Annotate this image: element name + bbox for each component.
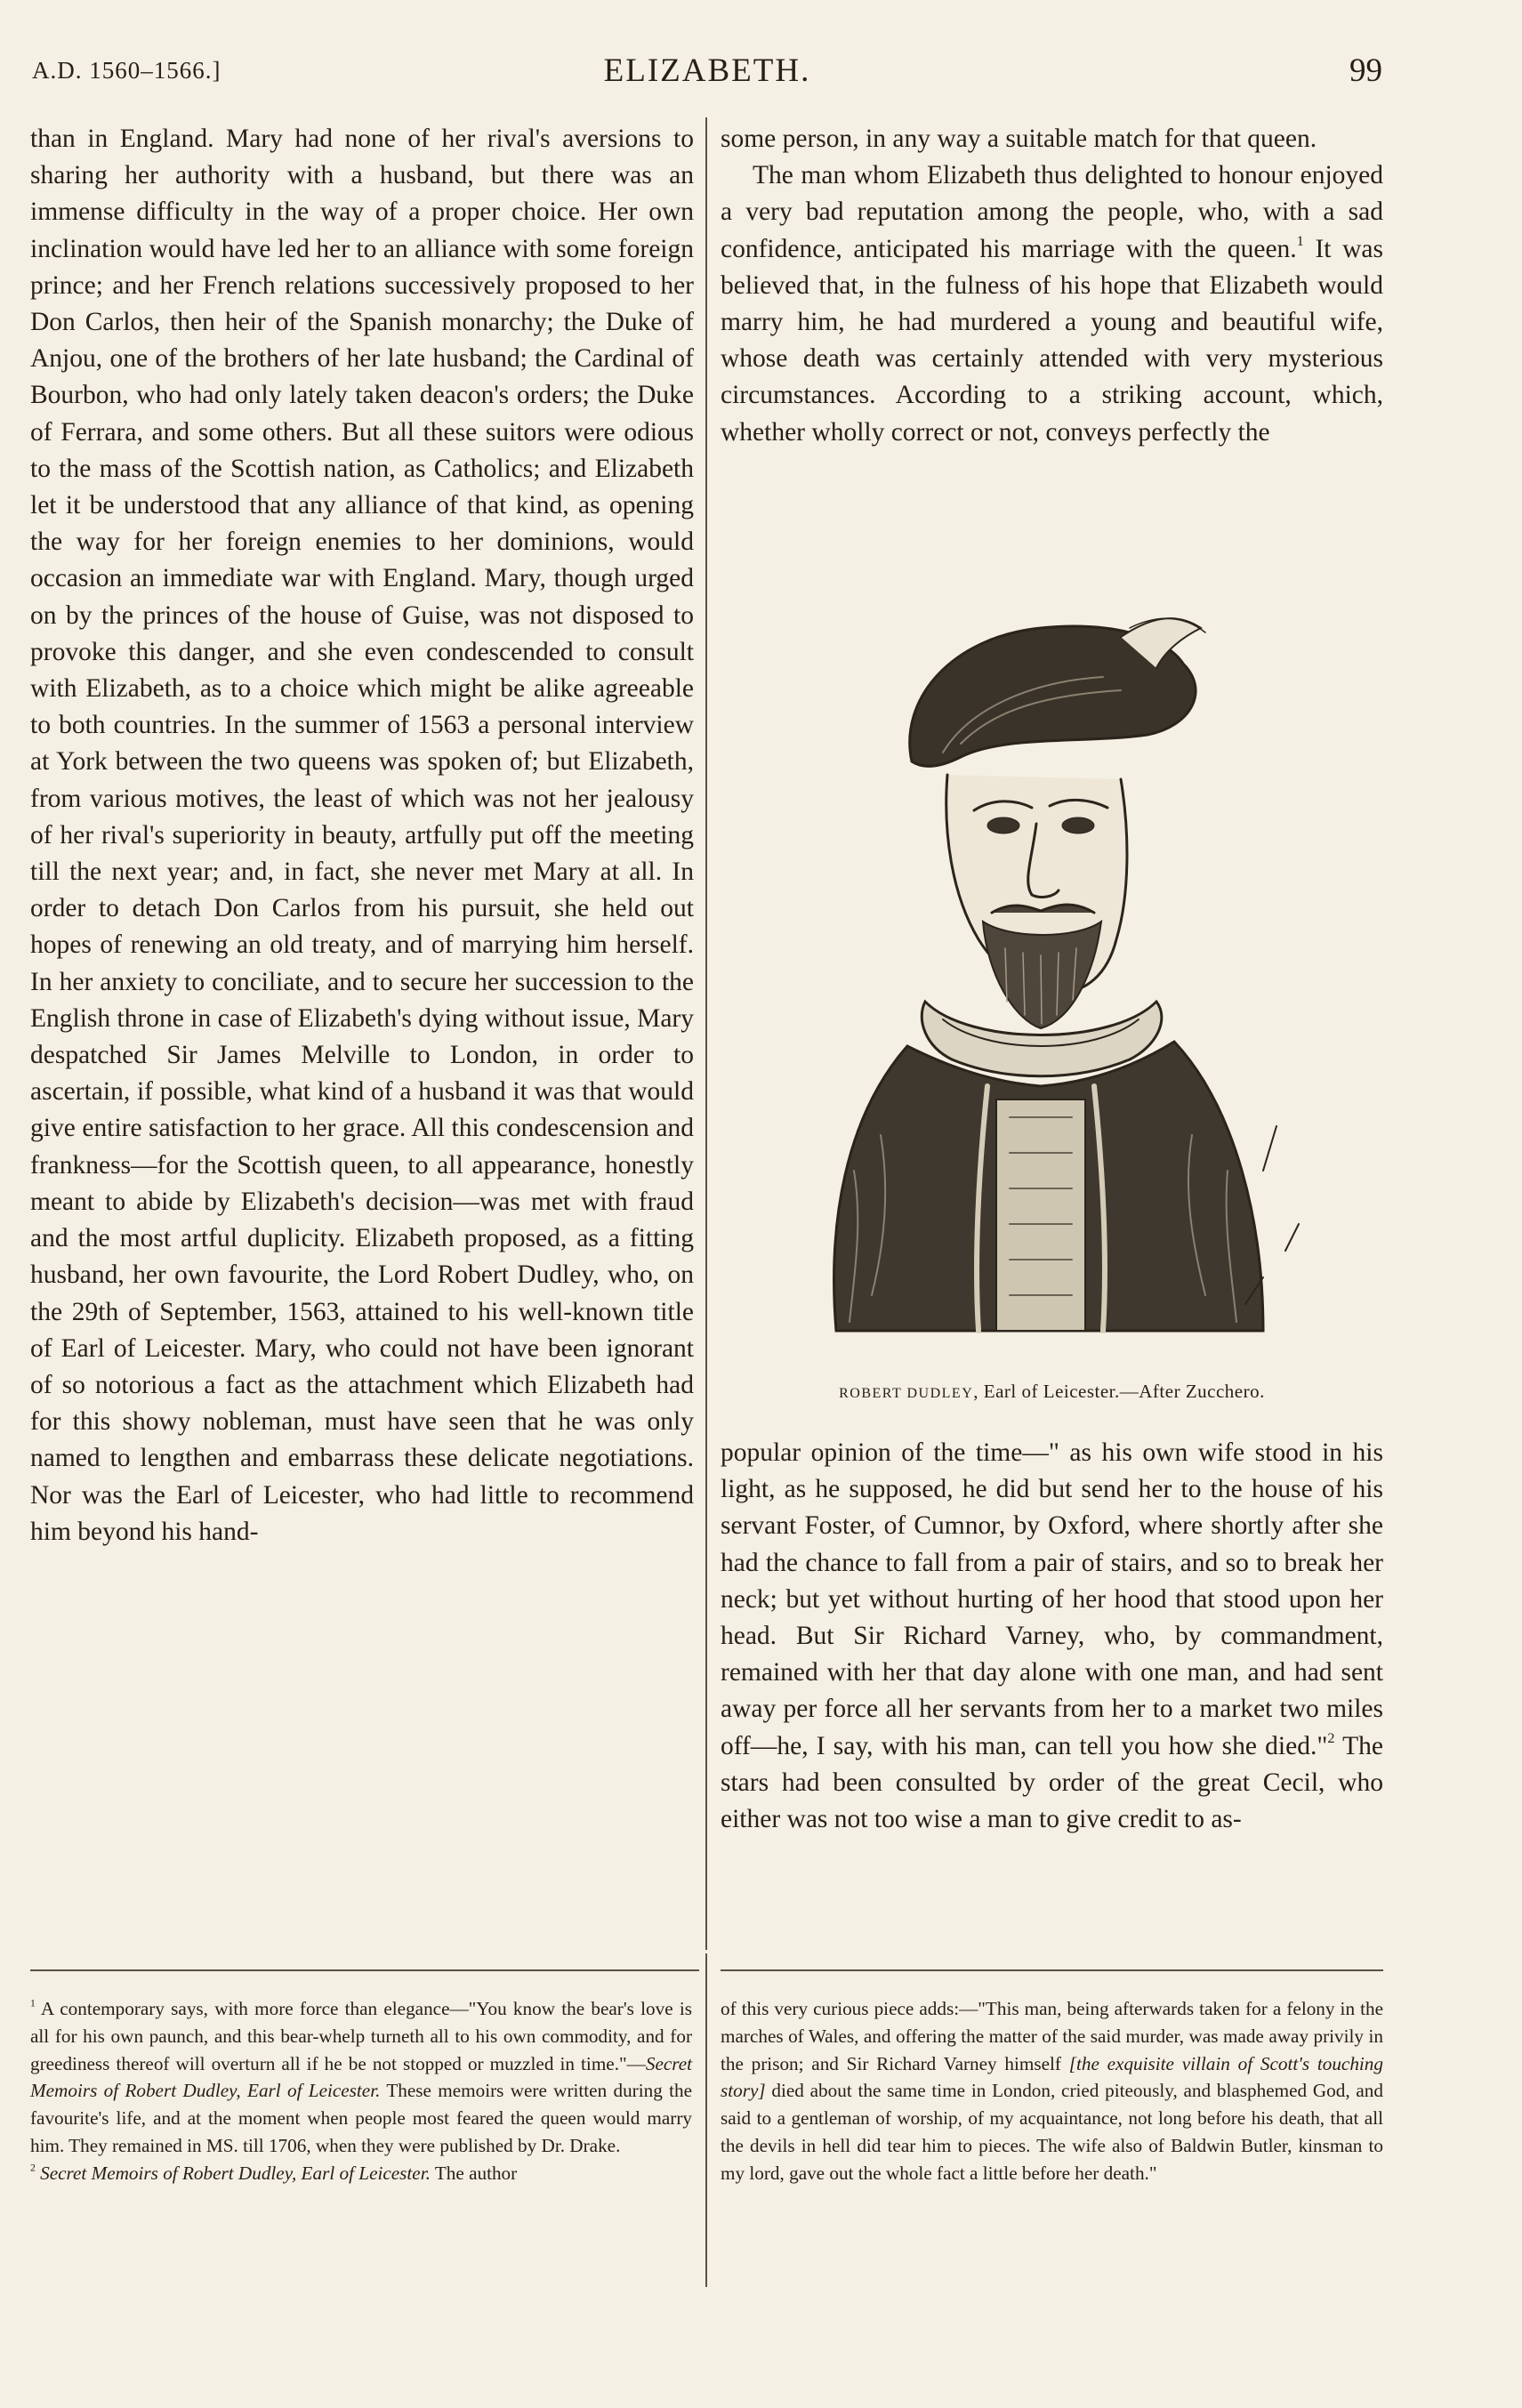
footnote-ref-1[interactable]: 1: [1296, 232, 1304, 249]
footnote-mark-2: 2: [30, 2162, 36, 2174]
right-column-paragraph-2: [721, 157, 1383, 451]
caption-name: ROBERT DUDLEY: [839, 1386, 974, 1401]
header-date-range: A.D. 1560–1566.]: [32, 57, 221, 84]
paragraph-text: popular opinion of the time—" as his own wife stood in his light, as he supposed, he did but send her to the house of his servant Foster, of Cumnor, by Oxford, where shortly after she had the chance to fall from a pair of stairs, and so to break her neck; but yet without hurting of her hood that stood upon her head. But Sir Richard Varney, who, by commandment, remained with her that day alone with one man, and had sent away per force all her servants from her to a market two miles off—he, I say, with his man, can tell you how she died.": [721, 1438, 1383, 1760]
footnote-italic: [the exquisite villain of Scott's touching story]: [721, 2052, 1383, 2102]
footnotes-left: [30, 1995, 692, 2187]
footnote-source: Secret Memoirs of Robert Dudley, Earl of Leicester.: [40, 2162, 431, 2184]
header-title: ELIZABETH.: [603, 52, 811, 89]
column-divider: [705, 117, 707, 1950]
footnotes-right: [721, 1995, 1383, 2187]
footnote-source: Secret Memoirs of Robert Dudley, Earl of Leicester.: [30, 2052, 692, 2102]
footnote-column-divider: [705, 1953, 707, 2287]
footnote-text: A contemporary says, with more force than elegance—"You know the bear's love is all for his own paunch, and this bear-whelp turneth all to his own commodity, and for greediness thereof will overturn all if he be not stopped or muzzled in time."—: [30, 1998, 692, 2074]
figure-caption: [721, 1381, 1383, 1403]
footnote-text-tail: The author: [434, 2162, 518, 2184]
footnote-rule-left: [30, 1969, 699, 1971]
portrait-illustration: [765, 601, 1334, 1334]
right-column-top: [721, 121, 1383, 451]
paragraph-text-cont: The stars had been consulted by order of the great Cecil, who either was not too wise a man to give credit to as-: [721, 1731, 1384, 1834]
footnote-2-continued: [721, 1995, 1383, 2187]
paragraph-text: The man whom Elizabeth thus delighted to honour enjoyed a very bad reputation among the people, who, with a sad confidence, anticipated his marriage with the queen.: [721, 161, 1383, 263]
paragraph-text-cont: It was believed that, in the fulness of his hope that Elizabeth would marry him, he had murdered a young and beautiful wife, whose death was certainly attended with very mysterious circumstances. According to a striking account, which, whether wholly correct or not, conveys perfectly the: [721, 234, 1383, 447]
right-column-paragraph-1: some person, in any way a suitable match for that queen.: [721, 125, 1317, 153]
right-column-paragraph-3: [721, 1435, 1383, 1838]
footnote-text-tail: died about the same time in London, cried piteously, and blasphemed God, and said to a gentleman of worship, of my acquaintance, not long before his death, that all the devils in hell did tear him to pieces. The wife also of Baldwin Butler, kinsman to my lord, gave out the whole fact a little before her death.": [721, 2080, 1383, 2184]
left-column-paragraph: than in England. Mary had none of her rival's aversions to sharing her authority with a husband, but there was an immense difficulty in the way of a proper choice. Her own inclination would have led her to an alliance with some foreign prince; and her French relations successively proposed to her Don Carlos, then heir of the Spanish monarchy; the Duke of Anjou, one of the brothers of her late husband; the Cardinal of Bourbon, who had only lately taken deacon's orders; the Duke of Ferrara, and some others. But all these suitors were odious to the mass of the Scottish nation, as Catholics; and Elizabeth let it be understood that any alliance of that kind, as opening the way for her foreign enemies to her dominions, would occasion an immediate war with England. Mary, though urged on by the princes of the house of Guise, was not disposed to provoke this danger, and she even condescended to consult with Elizabeth, as to a choice which might be alike agreeable to both countries. In the summer of 1563 a personal interview at York between the two queens was spoken of; but Elizabeth, from various motives, the least of which was not her jealousy of her rival's superiority in beauty, artfully put off the meeting till the next year; and, in fact, she never met Mary at all. In order to detach Don Carlos from his pursuit, she held out hopes of renewing an old treaty, and of marrying him herself. In her anxiety to conciliate, and to secure her succession to the English throne in case of Elizabeth's dying without issue, Mary despatched Sir James Melville to London, in order to ascertain, if possible, what kind of a husband it was that would give entire satisfaction to her grace. All this condescension and frankness—for the Scottish queen, to all appearance, honestly meant to abide by Elizabeth's decision—was met with fraud and the most artful duplicity. Elizabeth proposed, as a fitting husband, her own favourite, the Lord Robert Dudley, who, on the 29th of September, 1563, attained to his well-known title of Earl of Leicester. Mary, who could not have been ignorant of so notorious a fact as the attachment which Elizabeth had for this showy nobleman, must have seen that he was only named to lengthen and embarrass these delicate negotiations. Nor was the Earl of Leicester, who had little to recommend him beyond his hand-: [30, 125, 694, 1546]
footnote-rule-right: [721, 1969, 1383, 1971]
left-column: [30, 121, 694, 1550]
portrait-engraving-image: [765, 601, 1334, 1334]
footnote-2: [30, 2160, 692, 2187]
right-column-bottom: [721, 1435, 1383, 1838]
caption-rest: , Earl of Leicester.—After Zucchero.: [973, 1381, 1265, 1402]
footnote-text-tail: These memoirs were written during the favourite's life, and at the moment when people most feared the queen would marry him. They remained in MS. till 1706, when they were published by Dr. Drake.: [30, 2080, 693, 2156]
footnote-mark-1: 1: [30, 1997, 36, 2009]
footnote-1: [30, 1995, 692, 2160]
page-number: 99: [1349, 52, 1382, 89]
running-header: [32, 52, 1382, 93]
footnote-text: of this very curious piece adds:—"This man, being afterwards taken for a felony in the marches of Wales, and offering the matter of the said murder, was made away privily in the prison; and Sir Richard Varney himself: [721, 1998, 1383, 2074]
footnote-ref-2[interactable]: 2: [1327, 1729, 1335, 1746]
